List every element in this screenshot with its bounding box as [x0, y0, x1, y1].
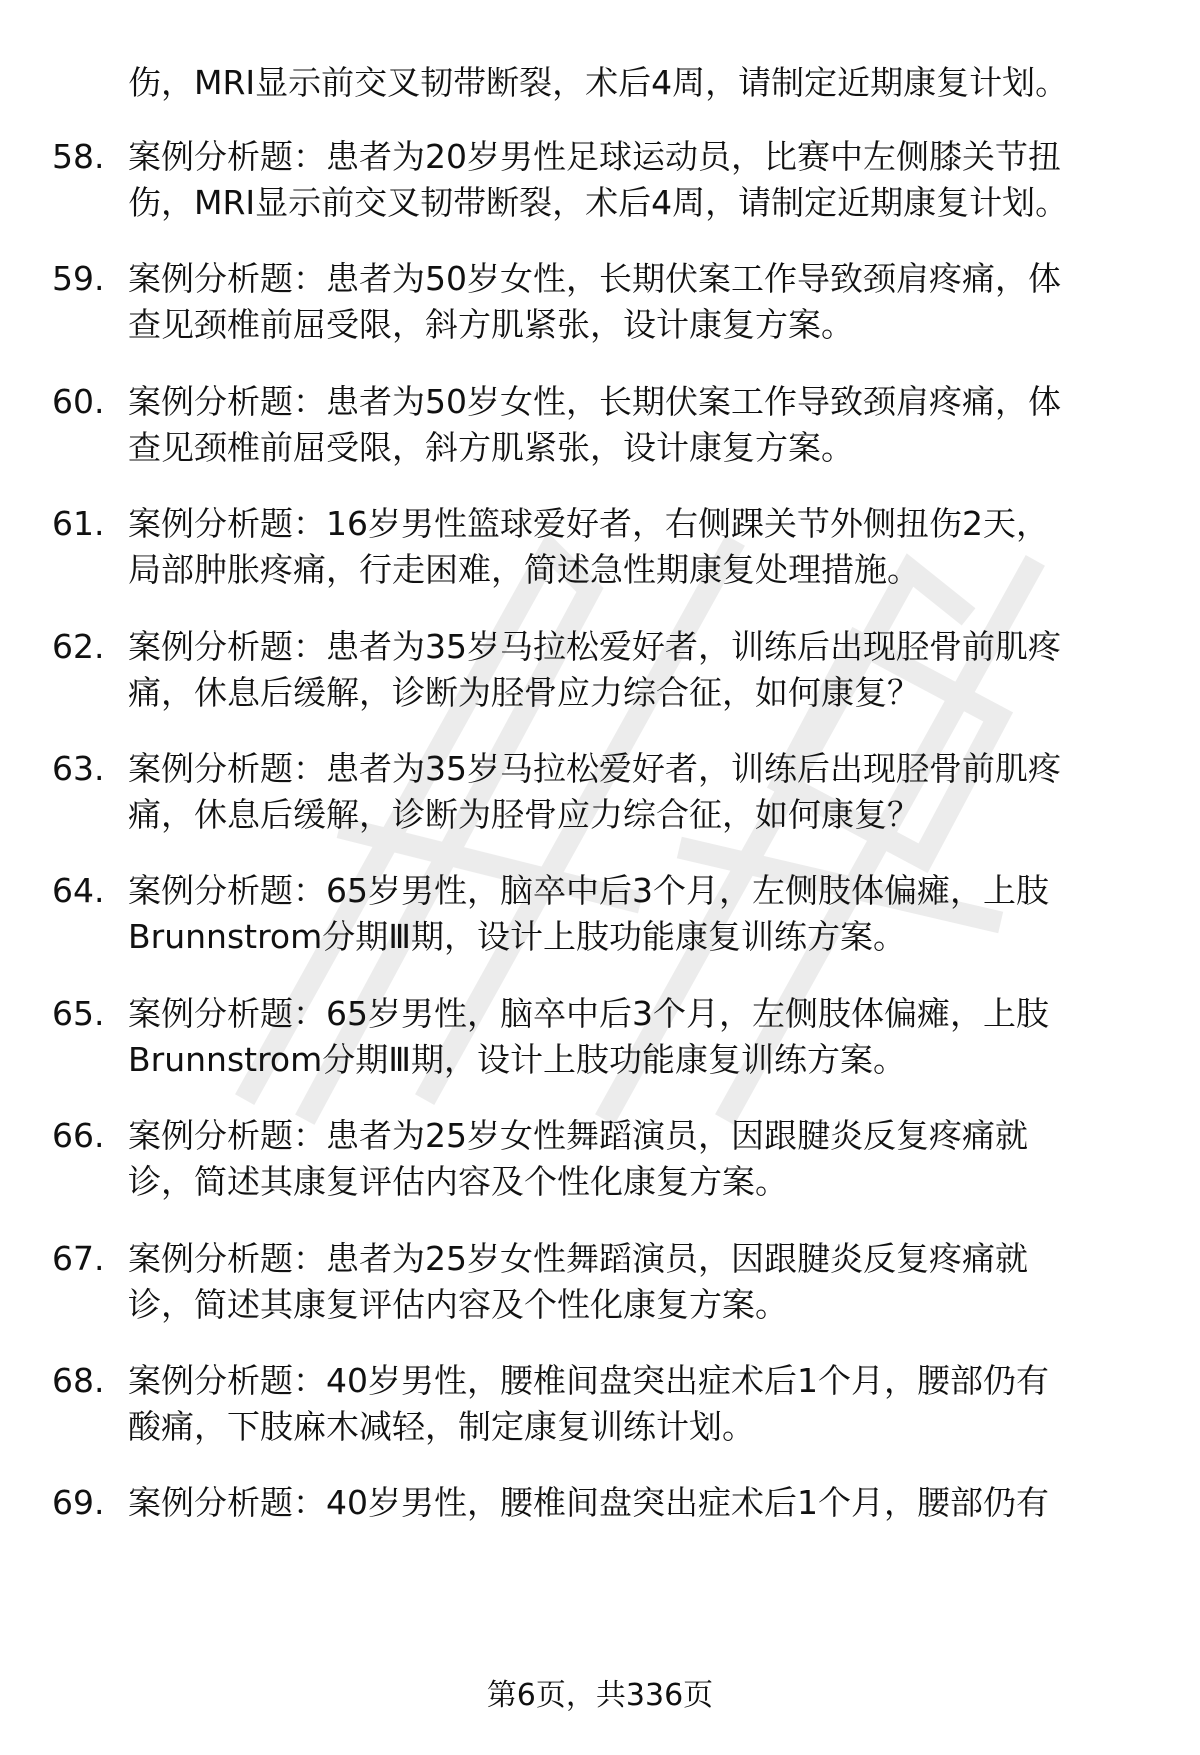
question-text — [128, 501, 1188, 593]
question-number: 68. — [52, 1361, 105, 1400]
question-text-line: 酸痛，下肢麻木减轻，制定康复训练计划。 — [128, 1407, 755, 1446]
question-number: 63. — [52, 749, 105, 788]
question-text — [128, 991, 1188, 1083]
question-text — [128, 256, 1188, 348]
question-text-line: 案例分析题：患者为50岁女性，长期伏案工作导致颈肩疼痛，体 — [128, 382, 1061, 421]
question-text-line: 案例分析题：40岁男性，腰椎间盘突出症术后1个月，腰部仍有 — [128, 1483, 1049, 1522]
question-text-line: 局部肿胀疼痛，行走困难，简述急性期康复处理措施。 — [128, 550, 920, 589]
question-number: 64. — [52, 871, 105, 910]
question-text — [128, 1236, 1188, 1328]
question-text-line: 查见颈椎前屈受限，斜方肌紧张，设计康复方案。 — [128, 428, 854, 467]
question-number: 65. — [52, 994, 105, 1033]
question-text-line: 案例分析题：65岁男性，脑卒中后3个月，左侧肢体偏瘫，上肢 — [128, 994, 1049, 1033]
question-text-line: 案例分析题：患者为35岁马拉松爱好者，训练后出现胫骨前肌疼 — [128, 627, 1061, 666]
question-text — [128, 746, 1188, 838]
question-text — [128, 134, 1188, 226]
question-text-line: 诊，简述其康复评估内容及个性化康复方案。 — [128, 1162, 788, 1201]
question-number: 66. — [52, 1116, 105, 1155]
question-text — [128, 1113, 1188, 1205]
continuation-line: 伤，MRI显示前交叉韧带断裂，术后4周，请制定近期康复计划。 — [128, 63, 1069, 102]
question-text-line: 案例分析题：患者为50岁女性，长期伏案工作导致颈肩疼痛，体 — [128, 259, 1061, 298]
question-text-line: 案例分析题：患者为20岁男性足球运动员，比赛中左侧膝关节扭 — [128, 137, 1061, 176]
question-text-line: 案例分析题：患者为35岁马拉松爱好者，训练后出现胫骨前肌疼 — [128, 749, 1061, 788]
question-text-line: Brunnstrom分期Ⅲ期，设计上肢功能康复训练方案。 — [128, 1040, 907, 1079]
question-text-line: 案例分析题：65岁男性，脑卒中后3个月，左侧肢体偏瘫，上肢 — [128, 871, 1049, 910]
question-text-line: 查见颈椎前屈受限，斜方肌紧张，设计康复方案。 — [128, 305, 854, 344]
question-text — [128, 624, 1188, 716]
question-text-line: 案例分析题：患者为25岁女性舞蹈演员，因跟腱炎反复疼痛就 — [128, 1116, 1028, 1155]
question-text-line: 痛，休息后缓解，诊断为胫骨应力综合征，如何康复？ — [128, 795, 920, 834]
question-number: 69. — [52, 1483, 105, 1522]
question-number: 61. — [52, 504, 105, 543]
question-text — [128, 1480, 1188, 1526]
question-text-line: Brunnstrom分期Ⅲ期，设计上肢功能康复训练方案。 — [128, 917, 907, 956]
question-number: 59. — [52, 259, 105, 298]
question-text-line: 案例分析题：16岁男性篮球爱好者，右侧踝关节外侧扭伤2天， — [128, 504, 1049, 543]
question-number: 62. — [52, 627, 105, 666]
question-text — [128, 1358, 1188, 1450]
question-number: 67. — [52, 1239, 105, 1278]
question-number: 60. — [52, 382, 105, 421]
question-text-line: 案例分析题：患者为25岁女性舞蹈演员，因跟腱炎反复疼痛就 — [128, 1239, 1028, 1278]
question-text-line: 诊，简述其康复评估内容及个性化康复方案。 — [128, 1285, 788, 1324]
question-number: 58. — [52, 137, 105, 176]
question-text-line: 案例分析题：40岁男性，腰椎间盘突出症术后1个月，腰部仍有 — [128, 1361, 1049, 1400]
page-footer: 第6页，共336页 — [486, 1678, 714, 1713]
question-text — [128, 379, 1188, 471]
question-text-line: 伤，MRI显示前交叉韧带断裂，术后4周，请制定近期康复计划。 — [128, 183, 1069, 222]
question-text — [128, 868, 1188, 960]
question-text-line: 痛，休息后缓解，诊断为胫骨应力综合征，如何康复？ — [128, 673, 920, 712]
